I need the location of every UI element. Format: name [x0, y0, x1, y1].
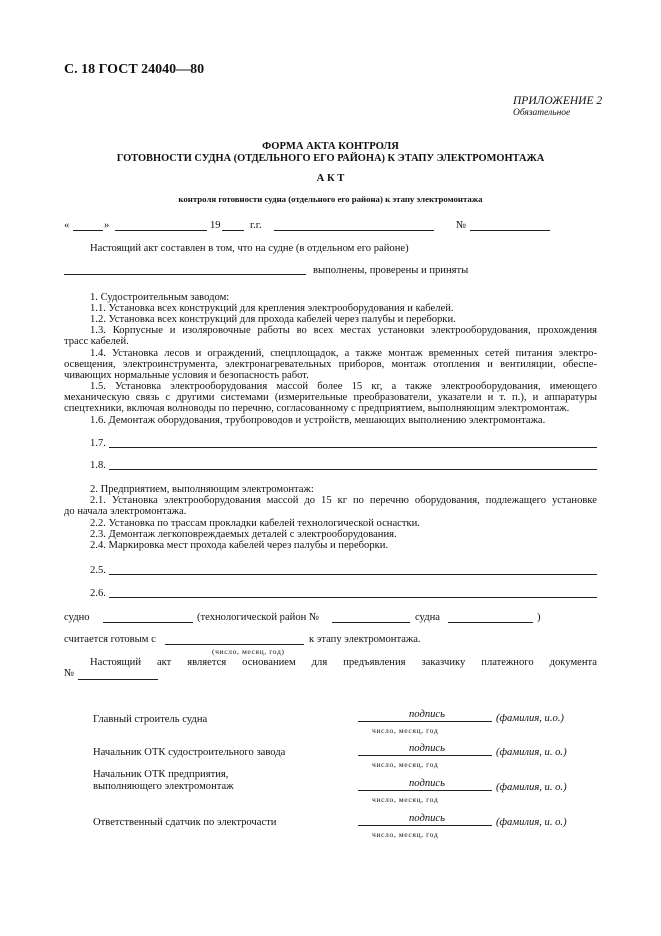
item-2-5-label: 2.5. [90, 565, 106, 576]
act-subheading: контроля готовности судна (отдельного его района) к этапу электромонтажа [178, 194, 483, 204]
signature-3-sign-hint: подпись [409, 778, 445, 789]
signature-2-field[interactable] [358, 755, 492, 756]
ready-date-field[interactable] [165, 644, 304, 645]
place-field[interactable] [274, 230, 434, 231]
ready-suffix: к этапу электромонтажа. [309, 634, 421, 645]
ready-prefix: считается готовым с [64, 634, 156, 645]
signature-3-role-line1: Начальник ОТК предприятия, [93, 769, 229, 780]
section1-heading: 1. Судостроительным заводом: [90, 292, 230, 303]
signature-1-field[interactable] [358, 721, 492, 722]
item-2-4: 2.4. Маркировка мест прохода кабелей через палубы и переборки. [90, 540, 389, 551]
signature-3-name: (фамилия, и. о.) [496, 782, 567, 793]
appendix-title: ПРИЛОЖЕНИЕ 2 [513, 95, 603, 107]
item-2-5-field[interactable] [109, 574, 597, 575]
item-2-6-label: 2.6. [90, 588, 106, 599]
day-field[interactable] [73, 230, 103, 231]
signature-1-sign-hint: подпись [409, 709, 445, 720]
signature-2-date: число, месяц, год [372, 760, 439, 769]
ready-date-hint: (число, месяц, год) [212, 647, 285, 656]
year-suffix: г.г. [250, 220, 262, 231]
signature-2-role: Начальник ОТК судостроительного завода [93, 747, 286, 758]
basis-text: Настоящий акт является основанием для предъявления заказчику платежного документа [90, 657, 597, 668]
act-heading: А К Т [316, 173, 345, 184]
signature-4-name: (фамилия, и. о.) [496, 817, 567, 828]
form-title-line2: ГОТОВНОСТИ СУДНА (ОТДЕЛЬНОГО ЕГО РАЙОНА) К ЭТАПУ ЭЛЕКТРОМОНТАЖА [116, 153, 545, 164]
vessel-field[interactable] [103, 622, 193, 623]
item-1-4-line2: освещения, электроинструмента, электронагревательных приборов, монтаж отопления и вентиляции, обеспе- [64, 359, 597, 370]
intro-text: Настоящий акт составлен в том, что на судне (в отдельном его районе) [90, 243, 409, 254]
item-1-1: 1.1. Установка всех конструкций для крепления электрооборудования и кабелей. [90, 303, 454, 314]
item-1-8-field[interactable] [109, 469, 597, 470]
district-field[interactable] [64, 274, 306, 275]
item-2-6-row[interactable] [90, 588, 597, 600]
number-sign: № [456, 220, 467, 231]
district-label: (технологической район № [197, 612, 320, 623]
verified-text: выполнены, проверены и приняты [313, 265, 469, 276]
quote-open: « [64, 220, 70, 231]
signature-3-field[interactable] [358, 790, 492, 791]
item-2-6-field[interactable] [109, 597, 597, 598]
signature-2-sign-hint: подпись [409, 743, 445, 754]
district-number-field[interactable] [332, 622, 410, 623]
form-title-line1: ФОРМА АКТА КОНТРОЛЯ [262, 141, 399, 152]
signature-3-role-line2: выполняющего электромонтаж [93, 781, 234, 792]
item-1-4-line1: 1.4. Установка лесов и ограждений, спецплощадок, а также монтаж временных сетей питания электро- [90, 348, 597, 359]
item-1-2: 1.2. Установка всех конструкций для прохода кабелей через палубы и переборки. [90, 314, 456, 325]
item-1-6: 1.6. Демонтаж оборудования, трубопроводов и устройств, мешающих выполнению электромонтажа. [90, 415, 546, 426]
page-header: С. 18 ГОСТ 24040—80 [64, 62, 205, 77]
item-2-1-line2: до начала электромонтажа. [64, 506, 187, 517]
item-1-4-line3: чивающих нормальные условия и безопасность работ. [64, 370, 309, 381]
signature-3-date: число, месяц, год [372, 795, 439, 804]
payment-number-field[interactable] [78, 679, 158, 680]
quote-close: » [104, 220, 110, 231]
item-1-5-line3: спецтехники, включая волноводы по перечню, согласованному с предприятием, выполняющим электромонтаж. [64, 403, 570, 414]
signature-2-name: (фамилия, и. о.) [496, 747, 567, 758]
signature-1-date: число, месяц, год [372, 726, 439, 735]
item-1-5-line1: 1.5. Установка электрооборудования массой более 15 кг, а также электрооборудования, имеющего [90, 381, 597, 392]
item-1-7-field[interactable] [109, 447, 597, 448]
vessel-label: судно [64, 612, 90, 623]
signature-1-role: Главный строитель судна [93, 714, 208, 725]
payment-number-sign: № [64, 668, 75, 679]
year-prefix: 19 [210, 220, 221, 231]
item-2-5-row[interactable] [90, 565, 597, 577]
signature-4-sign-hint: подпись [409, 813, 445, 824]
appendix-status: Обязательное [513, 108, 571, 118]
item-1-7-row[interactable] [90, 438, 597, 450]
act-number-field[interactable] [470, 230, 550, 231]
item-1-7-label: 1.7. [90, 438, 106, 449]
signature-4-field[interactable] [358, 825, 492, 826]
item-1-8-row[interactable] [90, 460, 597, 472]
year-field[interactable] [222, 230, 244, 231]
item-1-3-line2: трасс кабелей. [64, 336, 129, 347]
signature-4-date: число, месяц, год [372, 830, 439, 839]
item-1-5-line2: механическую связь с другими системами (измерительные преобразователи, указатели и т. п.), и аппаратуры [64, 392, 597, 403]
district-close: ) [537, 612, 541, 623]
section2-heading: 2. Предприятием, выполняющим электромонтаж: [90, 484, 314, 495]
month-field[interactable] [115, 230, 207, 231]
signature-1-name: (фамилия, и.о.) [496, 713, 564, 724]
signature-4-role: Ответственный сдатчик по электрочасти [93, 817, 277, 828]
item-2-2: 2.2. Установка по трассам прокладки кабелей технологической оснастки. [90, 518, 420, 529]
item-2-1-line1: 2.1. Установка электрооборудования массой до 15 кг по перечню оборудования, подлежащего установке [90, 495, 597, 506]
vessel2-label: судна [415, 612, 440, 623]
item-1-8-label: 1.8. [90, 460, 106, 471]
item-1-3-line1: 1.3. Корпусные и изоляровочные работы во всех местах установки электрооборудования, прохождения [90, 325, 597, 336]
item-2-3: 2.3. Демонтаж легкоповреждаемых деталей с электрооборудования. [90, 529, 397, 540]
vessel2-field[interactable] [448, 622, 533, 623]
